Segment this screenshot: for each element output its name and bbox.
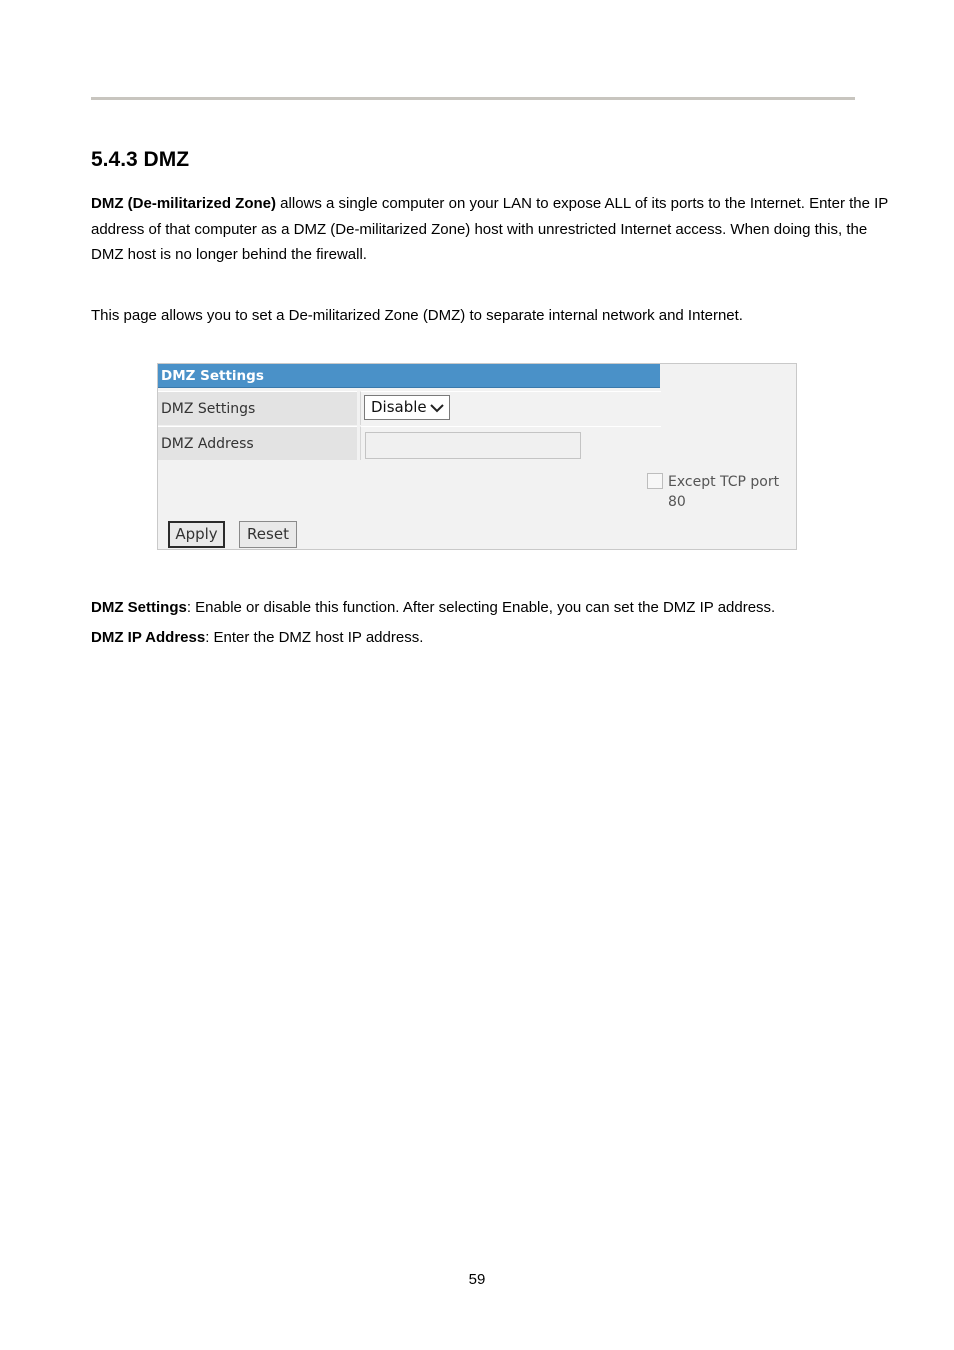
intro-text: allows a single computer on your LAN to expose ALL of its ports to the Internet. Enter the IP address of that computer as a DMZ (De-militarized Zone) host with unrestricted Internet access. When doing this, the DMZ host is no longer behind the firewall. [91, 195, 889, 263]
definition-text: : Enable or disable this function. After selecting Enable, you can set the DMZ IP address. [186, 599, 776, 616]
page-description: This page allows you to set a De-militarized Zone (DMZ) to separate internal network and Internet. [91, 307, 743, 324]
reset-button[interactable]: Reset [239, 521, 297, 548]
dmz-address-value-cell [360, 426, 661, 460]
panel-header: DMZ Settings [158, 364, 660, 388]
dmz-address-label: DMZ Address [158, 426, 357, 460]
definition-dmz-settings [91, 595, 891, 621]
definition-dmz-ip-address [91, 625, 891, 651]
dmz-settings-screenshot [157, 363, 797, 550]
dmz-address-row [158, 426, 661, 461]
intro-term: DMZ (De-militarized Zone) [91, 195, 277, 212]
except-tcp-port-80-label: Except TCP port 80 [668, 474, 780, 510]
except-tcp-port-80-checkbox[interactable] [647, 473, 663, 489]
intro-paragraph [91, 191, 891, 268]
dmz-settings-row [158, 391, 661, 426]
header-rule [91, 97, 855, 100]
dmz-settings-label: DMZ Settings [158, 391, 357, 425]
section-heading: 5.4.3 DMZ [91, 148, 190, 171]
definition-term: DMZ Settings [91, 599, 187, 616]
dmz-settings-select[interactable] [364, 395, 450, 420]
dmz-settings-value-cell [360, 391, 661, 425]
dmz-settings-select-value: Disable [371, 398, 427, 416]
apply-button[interactable]: Apply [168, 521, 225, 548]
definition-text: : Enter the DMZ host IP address. [205, 629, 424, 646]
dmz-address-input[interactable] [365, 432, 581, 459]
definition-term: DMZ IP Address [91, 629, 206, 646]
chevron-down-icon [429, 401, 445, 415]
page-number: 59 [468, 1271, 486, 1288]
